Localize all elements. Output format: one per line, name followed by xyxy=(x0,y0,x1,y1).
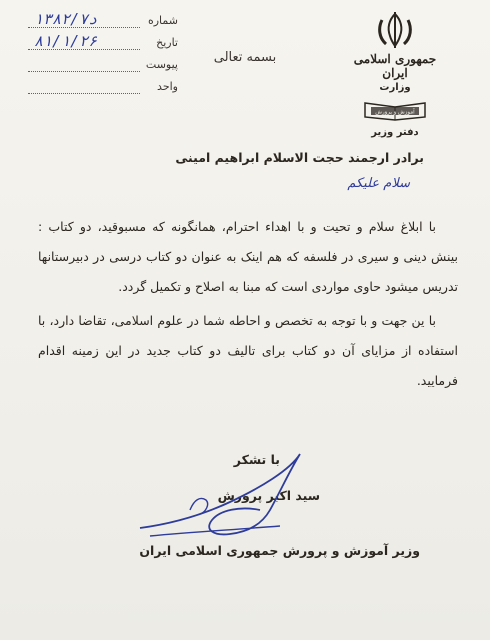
meta-number-value: ۱۳۸۲/د۷ xyxy=(34,10,98,28)
meta-date-label: تاریخ xyxy=(156,36,178,49)
meta-line xyxy=(28,71,140,72)
open-book-logo-icon xyxy=(362,97,428,121)
basmala: بسمه تعالی xyxy=(213,50,277,65)
meta-unit-label: واحد xyxy=(157,80,178,93)
office-label: دفتر وزیر xyxy=(371,127,419,138)
iran-emblem-icon xyxy=(372,10,418,50)
meta-number xyxy=(28,12,178,34)
addressee: برادر ارجمند حجت الاسلام ابراهیم امینی xyxy=(175,150,424,165)
signer-title: وزیر آموزش و پرورش جمهوری اسلامی ایران xyxy=(139,543,420,558)
gov-title: جمهوری اسلامی ایران xyxy=(353,52,437,80)
signer-name: سید اکبر پرورش xyxy=(217,488,320,503)
meta-number-label: شماره xyxy=(147,14,178,27)
paragraph: با ین جهت و با توجه به تخصص و احاطه شما در علوم اسلامی، تقاضا دارد، با استفاده از مزایای آن دو کتاب برای تالیف دو کتاب جدید در این زمینه اقدام فرمایید. xyxy=(38,313,458,388)
emblem-block xyxy=(340,10,450,138)
meta-date-value: ۸۱/۱/۲۶ xyxy=(34,32,98,50)
meta-date xyxy=(28,34,178,56)
handwritten-signature xyxy=(130,440,310,550)
meta-unit xyxy=(28,78,178,100)
meta-line xyxy=(28,93,140,94)
ministry-label: وزارت xyxy=(379,82,411,93)
handwritten-greeting: سلام علیکم xyxy=(347,176,410,191)
letter-meta xyxy=(28,12,178,100)
paragraph: با ابلاغ سلام و تحیت و با اهداء احترام، همانگونه که مسبوقید، دو کتاب : بینش دینی و سیری در فلسفه که هم اینک به عنوان دو کتاب درسی در دبیرستانها تدریس میشود حاوی مواردی است که مبنا به اصلاح و تکمیل گردد. xyxy=(38,219,458,294)
meta-attachment-label: پیوست xyxy=(145,58,178,71)
closing: با تشکر xyxy=(233,452,280,467)
letter-body xyxy=(38,212,458,400)
meta-attachment xyxy=(28,56,178,78)
book-logo-text: آموزش و پرورش xyxy=(375,109,415,116)
